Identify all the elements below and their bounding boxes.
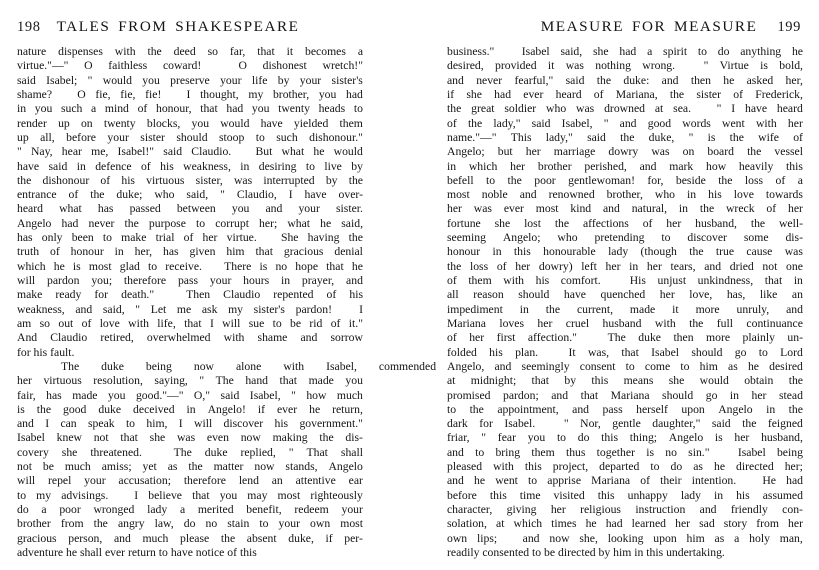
text-line: desired, provided it was nothing wrong. " Virtue is bold, — [447, 59, 803, 73]
text-line: will pardon you; therefore pass your hours in prayer, and — [17, 274, 363, 287]
text-line: for his fault. — [17, 345, 75, 359]
text-line: virtue."—" O faithless coward! O dishonest wretch!" — [17, 59, 363, 73]
text-line: business." Isabel said, she had a spirit to do anything he — [447, 45, 803, 58]
text-line: adventure he shall ever return to have notice of this — [17, 545, 257, 559]
body-text-right — [447, 45, 803, 560]
text-line: impediment in the current, made it more unruly, and — [447, 302, 803, 316]
running-head-left — [17, 18, 380, 38]
text-line: fair, has made you good."—" O," said Isabel, " how much — [17, 388, 363, 402]
text-line: said Isabel; " would you preserve your life by your sister's — [17, 73, 363, 87]
text-line: And Claudio retired, overwhelmed with shame and sorrow — [17, 331, 363, 345]
text-line: render up on twenty blocks, you would have yielded them — [17, 116, 363, 130]
text-line: in which her brother perished, and mark how heavily this — [447, 159, 803, 173]
text-line: make ready for death." Then Claudio repented of his — [17, 288, 363, 302]
text-line: of them with his comfort. His unjust unkindness, that in — [447, 274, 803, 287]
text-line: up all, before your sister should stoop to such dishonour." — [17, 130, 363, 144]
text-line: the great soldier who was drowned at sea. " I have heard — [447, 102, 803, 116]
text-line: The duke being now alone with Isabel, commended — [61, 359, 437, 373]
text-line: promised pardon; and that Mariana should go in her stead — [447, 388, 803, 402]
text-line: before this time visited this unhappy lady in his assumed — [447, 488, 803, 502]
text-line: in you such a mind of honour, that had you twenty heads to — [17, 102, 363, 116]
text-line: Angelo had never the purpose to corrupt her; what he said, — [17, 216, 363, 230]
text-line: Isabel knew not that she was even now making the dis- — [17, 431, 363, 445]
running-head-title-left: TALES FROM SHAKESPEARE — [56, 18, 300, 35]
text-line: have said in defence of his weakness, in desiring to live by — [17, 159, 363, 173]
text-line: " Nay, hear me, Isabel!" said Claudio. But what he would — [17, 145, 363, 159]
text-line: not be much amiss; yet as the matter now stands, Angelo — [17, 460, 363, 474]
text-line: friar, " fear you to do this thing; Angelo is her husband, — [447, 431, 803, 445]
text-line: pleased with this project, departed to do as he directed her; — [447, 460, 803, 474]
folio-left: 198 — [17, 19, 41, 35]
text-line: of her first affection." The duke then more plainly un- — [447, 331, 803, 345]
page-right — [409, 0, 819, 570]
text-line: to my advisings. I believe that you may most righteously — [17, 488, 363, 502]
text-line: honour in this honourable lady (though the true cause was — [447, 245, 803, 259]
text-line: to the appointment, and pass herself upon Angelo in the — [447, 402, 803, 416]
text-line: Angelo; but her marriage dowry was on board the vessel — [447, 145, 803, 159]
text-line: truth of honour in her, has given him that gracious denial — [17, 245, 363, 259]
text-line: seeming Angelo; who pretending to discover some dis- — [447, 231, 803, 245]
text-line: do a poor wronged lady a merited benefit, redeem your — [17, 503, 363, 516]
text-line: gracious person, and much please the absent duke, if per- — [17, 531, 363, 545]
text-line: nature dispenses with the deed so far, that it becomes a — [17, 45, 363, 58]
text-line: entrance of the duke; who said, " Claudio, I have over- — [17, 188, 363, 202]
text-line: and he went to apprise Mariana of their intention. He had — [447, 474, 803, 488]
text-line: the loss of her dowry) left her in her tears, and dried not one — [447, 259, 803, 273]
text-line: character, giving her religious instruction and friendly con- — [447, 503, 803, 516]
text-line: shame? O fie, fie, fie! I thought, my brother, you had — [17, 87, 363, 101]
text-line: her was ever most kind and natural, in the wreck of her — [447, 202, 803, 216]
running-head-right — [439, 18, 801, 38]
text-line: heard what has passed between you and your sister. — [17, 202, 363, 216]
text-line: if she had ever heard of Mariana, the sister of Frederick, — [447, 87, 803, 101]
text-line: her virtuous resolution, saying, " The hand that made you — [17, 374, 363, 388]
text-line: own lips; and now she, looking upon him as a holy man, — [447, 531, 803, 545]
text-line: of the lady," said Isabel, " and good words went with her — [447, 116, 803, 130]
text-line: Mariana loves her cruel husband with the full continuance — [447, 316, 803, 330]
text-line: all reason should have quenched her love, has, like an — [447, 288, 803, 302]
text-line: brother from the angry law, do no stain to your own most — [17, 517, 363, 531]
text-line: Angelo, and seemingly consent to come to him as he desired — [447, 359, 803, 373]
text-line: folded his plan. It was, that Isabel should go to Lord — [447, 345, 803, 359]
text-line: readily consented to be directed by him in this undertaking. — [447, 545, 725, 559]
text-line: most noble and renowned brother, who in his love towards — [447, 188, 803, 202]
text-line: and to bring them thus together is no sin." Isabel being — [447, 445, 803, 459]
text-line: is the good duke deceived in Angelo! if ever he return, — [17, 402, 363, 416]
text-line: has only been to make trial of her virtue. She having the — [17, 231, 363, 245]
text-line: and I can speak to him, I will discover his government." — [17, 417, 363, 431]
text-line: befell to the poor gentlewoman! for, beside the loss of a — [447, 173, 803, 187]
text-line: am so out of love with life, that I will sue to be rid of it." — [17, 316, 363, 330]
text-line: will repel your accusation; therefore lend an attentive ear — [17, 474, 363, 488]
text-line: weakness, and said, " Let me ask my sister's pardon! I — [17, 302, 363, 316]
folio-right: 199 — [777, 19, 801, 35]
text-line: at midnight; that by this means she would obtain the — [447, 374, 803, 388]
running-head-title-right: MEASURE FOR MEASURE — [540, 18, 758, 35]
text-line: solation, at which times he had learned her sad story from her — [447, 517, 803, 531]
text-line: name."—" This lady," said the duke, " is the wife of — [447, 130, 803, 144]
text-line: the dishonour of his virtuous sister, was interrupted by the — [17, 173, 363, 187]
text-line: which he is most glad to receive. There is no hope that he — [17, 259, 363, 273]
text-line: fortune she lost the affections of her husband, the well- — [447, 216, 803, 230]
text-line: dark for Isabel. " Nor, gentle daughter," said the feigned — [447, 417, 803, 431]
text-line: and never fearful," said the duke: and then he asked her, — [447, 73, 803, 87]
text-line: covery she threatened. The duke replied, " That shall — [17, 445, 363, 459]
body-text-left — [17, 45, 437, 560]
